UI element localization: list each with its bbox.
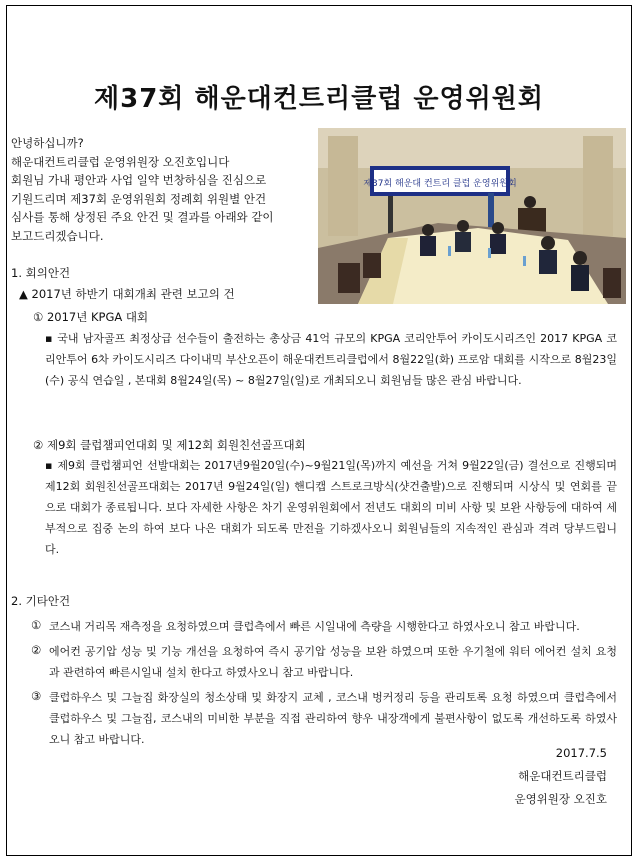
section-heading: 2. 기타안건	[11, 594, 71, 608]
agenda-item-body: ▪ 제9회 클럽챔피언 선발대회는 2017년9월20일(수)~9월21일(목)까지 예선을 거쳐 9월22일(금) 결선으로 진행되며 제12회 회원친선골프대회는 2017년 9월24일(일) 핸디캡 스트로크방식(샷건출발)으로 진행되며 시상식 및 연회를 끝으로 대회가 종료됩니다. 보다 자세한 사항은 차기 운영위원회에서 전년도 대회의 미비 사항 및 보완 사항등에 대하여 세부적으로 집중 논의 하여 보다 나은 대회가 되도록 만전을 기하겠사오니 회원님들의 지속적인 관심과 격려 당부드립니다.	[45, 459, 617, 556]
item-text: 코스내 거리목 재측정을 요청하였으며 클럽측에서 빠른 시일내에 측량을 시행한다고 하였사오니 참고 바랍니다.	[49, 620, 580, 633]
signature-org: 해운대컨트리클럽	[518, 769, 607, 783]
section-heading: 1. 회의안건	[11, 266, 71, 280]
signature-date: 2017.7.5	[555, 746, 607, 760]
intro-line: 해운대컨트리클럽 운영위원장 오진호입니다	[11, 154, 230, 169]
agenda-item-body: ▪ 국내 남자골프 최정상급 선수들이 출전하는 총상금 41억 규모의 KPGA 코리안투어 카이도시리즈인 2017 KPGA 코리안투어 6차 카이도시리즈 다이내믹 부산오픈이 해운대컨트리클럽에서 8월22일(화) 프로암 대회를 시작으로 8월23일(수) 공식 연습일 , 본대회 8월24일(목) ~ 8월27일(일)로 개최되오니 회원님들 많은 관심 바랍니다.	[45, 332, 617, 387]
intro-paragraph	[11, 134, 321, 245]
agenda-item-title: ② 제9회 클럽챔피언대회 및 제12회 회원친선골프대회	[33, 438, 306, 452]
item-text: 에어컨 공기압 성능 및 기능 개선을 요청하여 즉시 공기압 성능을 보완 하였으며 또한 우기철에 워터 에어컨 설치 요청과 관련하여 빠른시일내 설치 한다고 하였사오니 참고 바랍니다.	[49, 645, 617, 679]
intro-line: 회원님 가내 평안과 사업 일약 번창하심을 진심으로	[11, 173, 267, 187]
agenda-item-title: ① 2017년 KPGA 대회	[33, 310, 149, 324]
list-item	[11, 687, 623, 750]
section-1	[11, 264, 623, 391]
item-number: ①	[31, 618, 42, 632]
list-item	[11, 616, 623, 637]
section-1-item-2	[11, 436, 623, 560]
item-number: ②	[31, 643, 42, 657]
signature-name: 운영위원장 오진호	[514, 792, 607, 806]
intro-line: 심사를 통해 상정된 주요 안건 및 결과를 아래와 같이	[11, 210, 274, 224]
list-item	[11, 641, 623, 683]
item-number: ③	[31, 689, 42, 703]
section-subheading: ▲ 2017년 하반기 대회개최 관련 보고의 건	[19, 287, 235, 301]
intro-line: 안녕하십니까?	[11, 136, 84, 150]
section-2	[11, 592, 623, 750]
intro-line: 기원드리며 제37회 운영위원회 정례회 위원별 안건	[11, 191, 267, 206]
page-title: 제37회 해운대컨트리클럽 운영위원회	[93, 84, 545, 114]
banner-text: 제37회 해운대 컨트리 클럽 운영위원회	[363, 179, 517, 189]
document-page	[6, 5, 632, 856]
signature-block	[514, 742, 607, 811]
intro-line: 보고드리겠습니다.	[11, 228, 104, 243]
item-text: 클럽하우스 및 그늘집 화장실의 청소상태 및 화장지 교체 , 코스내 벙커정리 등을 관리토록 요청 하였으며 클럽측에서 클럽하우스 및 그늘집, 코스내의 미비한 부분을 직접 관리하여 향우 내장객에게 불편사항이 없도록 개선하도록 하였사오니 참고 바랍니다.	[49, 691, 617, 746]
